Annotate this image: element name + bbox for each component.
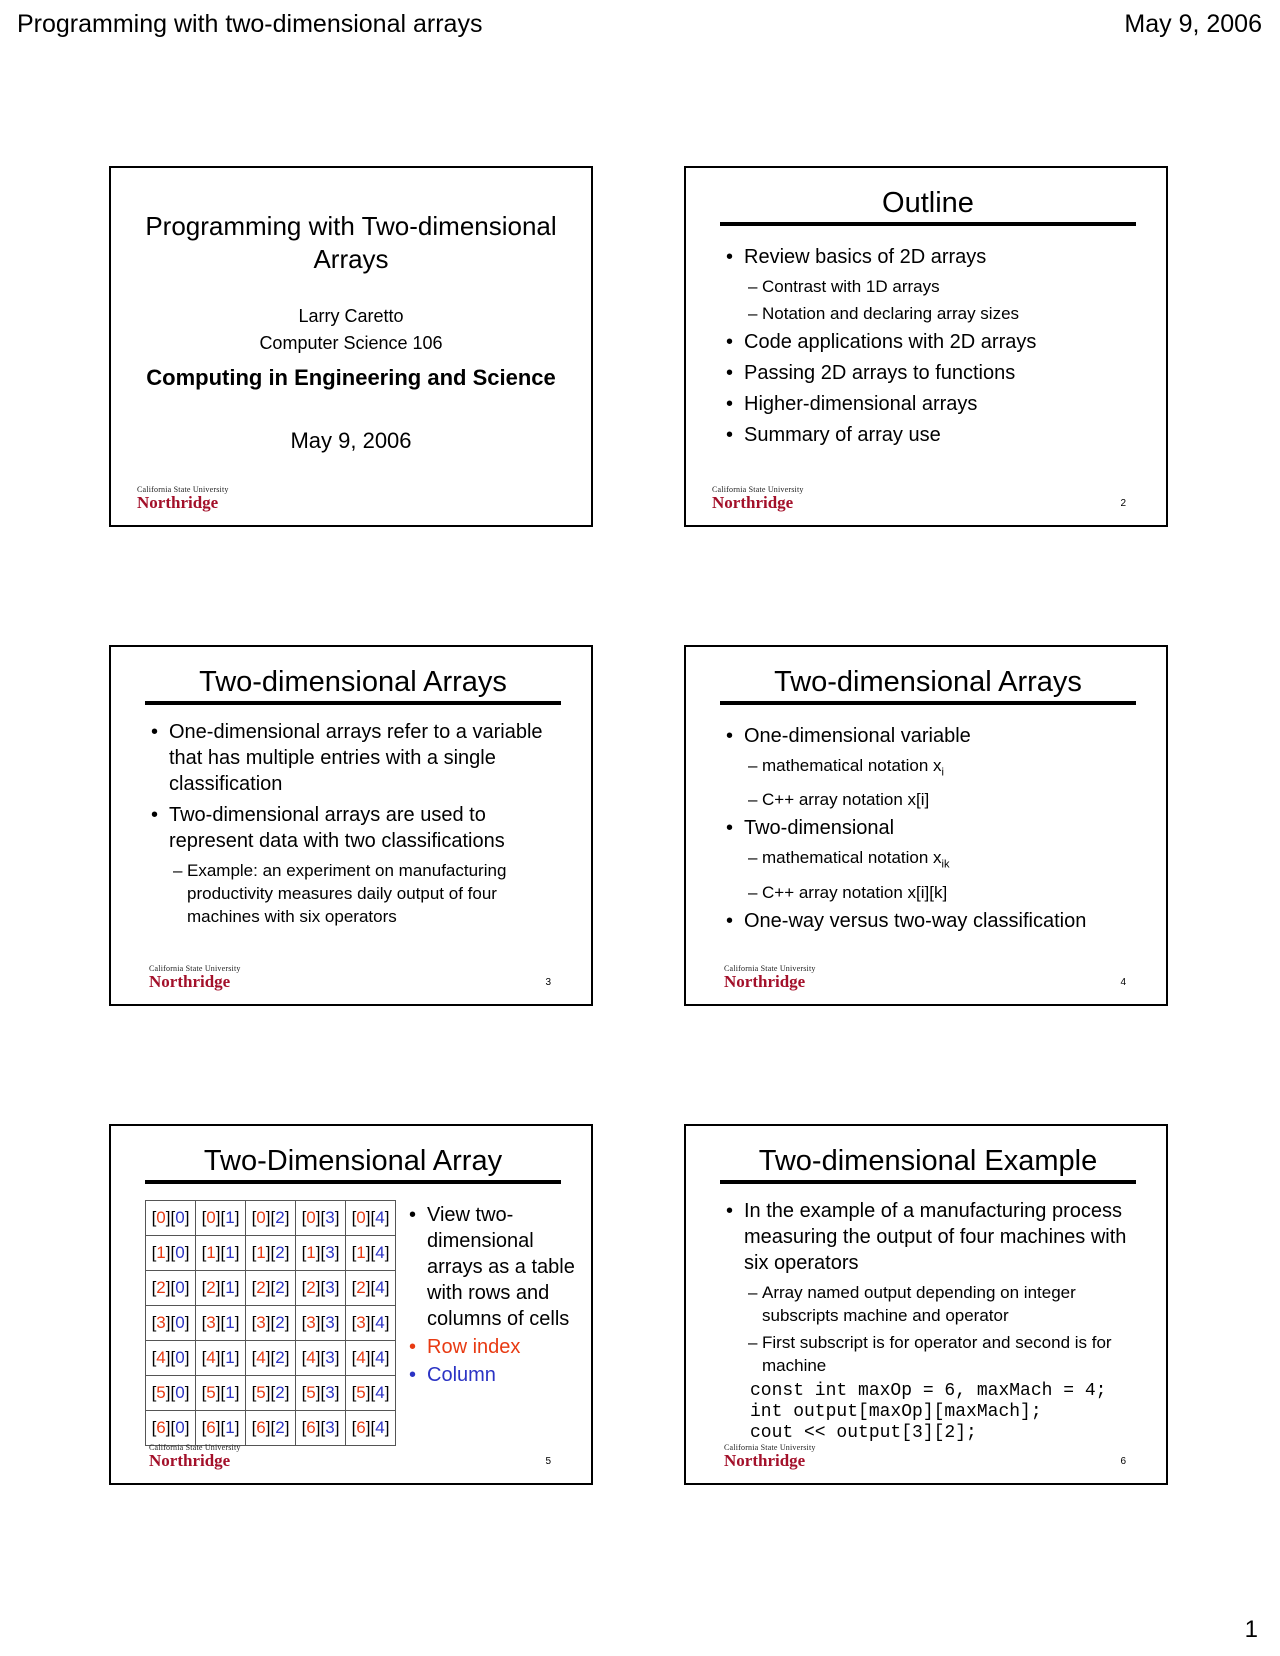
bracket: [ — [351, 1208, 357, 1227]
column-index: 0 — [175, 1348, 185, 1367]
slide-6 — [684, 1124, 1168, 1485]
slide-1 — [109, 166, 593, 527]
grid-cell — [146, 1411, 196, 1446]
bracket: ][ — [315, 1418, 326, 1437]
slide-3 — [109, 645, 593, 1006]
bullet: • View two-dimensional arrays as a table with rows and columns of cells — [407, 1202, 587, 1332]
bracket: [ — [151, 1348, 157, 1367]
row-index: 2 — [206, 1278, 216, 1297]
bracket: ] — [184, 1418, 190, 1437]
bullet: • Passing 2D arrays to functions — [724, 360, 1142, 386]
grid-cell — [146, 1236, 196, 1271]
row-index: 2 — [356, 1278, 366, 1297]
column-index: 1 — [225, 1383, 235, 1402]
grid-cell — [246, 1376, 296, 1411]
university-logo — [724, 965, 816, 990]
row-index: 5 — [206, 1383, 216, 1402]
bullet: • Two-dimensional arrays are used to represent data with two classifications — [149, 802, 567, 854]
bracket: [ — [251, 1313, 257, 1332]
slide-number: 6 — [1120, 1456, 1126, 1467]
bracket: [ — [301, 1383, 307, 1402]
bracket: ] — [384, 1348, 390, 1367]
bracket: [ — [301, 1348, 307, 1367]
logo-main-text: Northridge — [137, 493, 219, 512]
page-number: 1 — [1244, 1616, 1258, 1643]
bracket: [ — [201, 1208, 207, 1227]
grid-cell — [296, 1376, 346, 1411]
row-index: 4 — [306, 1348, 316, 1367]
bracket: ] — [384, 1278, 390, 1297]
bracket: [ — [351, 1348, 357, 1367]
bracket: [ — [301, 1418, 307, 1437]
row-index: 4 — [256, 1348, 266, 1367]
column-index: 2 — [275, 1348, 285, 1367]
university-logo — [149, 965, 241, 990]
bracket: [ — [301, 1313, 307, 1332]
bracket: ][ — [165, 1418, 176, 1437]
bracket: ][ — [265, 1243, 276, 1262]
university-logo — [149, 1444, 241, 1469]
logo-small-text: California State University — [712, 485, 804, 494]
column-index: 0 — [175, 1278, 185, 1297]
bracket: ] — [184, 1313, 190, 1332]
row-index: 6 — [306, 1418, 316, 1437]
bracket: ] — [284, 1278, 290, 1297]
grid-cell — [146, 1201, 196, 1236]
row-index: 4 — [356, 1348, 366, 1367]
bullet: • Higher-dimensional arrays — [724, 391, 1142, 417]
bullet: • One-way versus two-way classification — [724, 908, 1142, 934]
bracket: ] — [334, 1348, 340, 1367]
row-index: 1 — [356, 1243, 366, 1262]
row-index: 3 — [156, 1313, 166, 1332]
slide-5-title: Two-Dimensional Array — [145, 1144, 561, 1184]
bracket: ] — [334, 1313, 340, 1332]
bracket: ] — [284, 1383, 290, 1402]
bracket: ] — [234, 1313, 240, 1332]
bullet: • Summary of array use — [724, 422, 1142, 448]
row-index: 5 — [156, 1383, 166, 1402]
sub-bullet — [748, 754, 1142, 784]
column-index: 1 — [225, 1208, 235, 1227]
bullet: • Code applications with 2D arrays — [724, 329, 1142, 355]
column-index: 4 — [375, 1383, 385, 1402]
column-index: 3 — [325, 1243, 335, 1262]
bracket: ][ — [265, 1383, 276, 1402]
bracket: [ — [301, 1243, 307, 1262]
slide-1-heading: Programming with Two-dimensional Arrays — [145, 211, 557, 274]
bracket: ][ — [165, 1313, 176, 1332]
bracket: [ — [251, 1243, 257, 1262]
column-index: 3 — [325, 1208, 335, 1227]
grid-cell — [346, 1271, 396, 1306]
bracket: ][ — [215, 1383, 226, 1402]
row-index: 2 — [306, 1278, 316, 1297]
notation-subscript: i — [941, 766, 944, 779]
bracket: [ — [351, 1418, 357, 1437]
bullet: • One-dimensional variable — [724, 723, 1142, 749]
logo-main-text: Northridge — [724, 972, 806, 991]
column-index: 4 — [375, 1348, 385, 1367]
bracket: ] — [234, 1383, 240, 1402]
bracket: ][ — [215, 1348, 226, 1367]
slide-1-course: Computer Science 106 — [259, 333, 443, 353]
notation-subscript: ik — [941, 858, 950, 871]
bracket: ][ — [365, 1208, 376, 1227]
row-index: 6 — [356, 1418, 366, 1437]
bracket: ] — [334, 1208, 340, 1227]
row-index: 3 — [206, 1313, 216, 1332]
column-index: 3 — [325, 1278, 335, 1297]
logo-small-text: California State University — [724, 964, 816, 973]
column-index: 3 — [325, 1348, 335, 1367]
logo-main-text: Northridge — [149, 972, 231, 991]
bracket: ] — [184, 1278, 190, 1297]
bracket: ][ — [265, 1348, 276, 1367]
bracket: [ — [201, 1418, 207, 1437]
grid-cell — [346, 1306, 396, 1341]
column-index: 3 — [325, 1418, 335, 1437]
bracket: ][ — [165, 1278, 176, 1297]
bracket: ][ — [165, 1243, 176, 1262]
column-index: 1 — [225, 1348, 235, 1367]
bullet: • Two-dimensional — [724, 815, 1142, 841]
bracket: ] — [384, 1243, 390, 1262]
grid-cell — [296, 1201, 346, 1236]
bracket: [ — [201, 1243, 207, 1262]
bracket: [ — [351, 1278, 357, 1297]
bullet-column: • Column — [407, 1362, 587, 1388]
bracket: [ — [201, 1278, 207, 1297]
grid-cell — [296, 1341, 346, 1376]
bracket: ] — [284, 1208, 290, 1227]
bracket: ][ — [215, 1418, 226, 1437]
bracket: [ — [251, 1418, 257, 1437]
row-index: 5 — [256, 1383, 266, 1402]
bullet: • One-dimensional arrays refer to a variable that has multiple entries with a single classification — [149, 719, 567, 797]
bracket: ] — [384, 1208, 390, 1227]
sub-bullet: – C++ array notation x[i] — [748, 788, 1142, 811]
bracket: ][ — [365, 1418, 376, 1437]
bracket: ] — [184, 1243, 190, 1262]
bracket: ][ — [365, 1278, 376, 1297]
bracket: [ — [151, 1278, 157, 1297]
university-logo — [712, 486, 804, 511]
grid-row — [146, 1306, 396, 1341]
bracket: [ — [301, 1208, 307, 1227]
grid-row — [146, 1236, 396, 1271]
bracket: [ — [151, 1313, 157, 1332]
slide-5 — [109, 1124, 593, 1485]
grid-cell — [196, 1411, 246, 1446]
bracket: ] — [184, 1348, 190, 1367]
column-index: 4 — [375, 1418, 385, 1437]
bracket: ] — [284, 1418, 290, 1437]
row-index: 0 — [256, 1208, 266, 1227]
page-header-right: May 9, 2006 — [1124, 10, 1262, 38]
column-index: 1 — [225, 1418, 235, 1437]
row-index: 1 — [306, 1243, 316, 1262]
row-index: 3 — [356, 1313, 366, 1332]
sub-bullet: – Example: an experiment on manufacturing productivity measures daily output of four machines with six operators — [173, 859, 567, 928]
row-index: 2 — [256, 1278, 266, 1297]
slide-number: 5 — [545, 1456, 551, 1467]
column-index: 4 — [375, 1243, 385, 1262]
code-line: cout << output[3][2]; — [750, 1423, 977, 1443]
bracket: [ — [201, 1313, 207, 1332]
bracket: [ — [351, 1243, 357, 1262]
grid-cell — [346, 1411, 396, 1446]
logo-main-text: Northridge — [724, 1451, 806, 1470]
bracket: [ — [301, 1278, 307, 1297]
bracket: ][ — [315, 1243, 326, 1262]
grid-row — [146, 1201, 396, 1236]
row-index: 6 — [256, 1418, 266, 1437]
slide-6-title: Two-dimensional Example — [720, 1144, 1136, 1184]
bracket: ] — [234, 1208, 240, 1227]
bracket: ][ — [365, 1348, 376, 1367]
grid-cell — [246, 1306, 296, 1341]
column-index: 0 — [175, 1418, 185, 1437]
grid-cell — [146, 1271, 196, 1306]
bracket: ] — [384, 1383, 390, 1402]
grid-row — [146, 1341, 396, 1376]
logo-small-text: California State University — [149, 1443, 241, 1452]
bracket: ] — [334, 1418, 340, 1437]
bracket: ][ — [265, 1208, 276, 1227]
slide-4-title: Two-dimensional Arrays — [720, 665, 1136, 705]
grid-cell — [346, 1341, 396, 1376]
logo-small-text: California State University — [149, 964, 241, 973]
bracket: ][ — [265, 1418, 276, 1437]
notation-text: mathematical notation x — [762, 848, 942, 868]
row-index: 0 — [306, 1208, 316, 1227]
bracket: ] — [284, 1348, 290, 1367]
university-logo — [724, 1444, 816, 1469]
grid-cell — [246, 1341, 296, 1376]
bracket: ][ — [165, 1383, 176, 1402]
row-index: 1 — [206, 1243, 216, 1262]
bracket: ][ — [215, 1243, 226, 1262]
bracket: [ — [151, 1208, 157, 1227]
bracket: ][ — [365, 1243, 376, 1262]
bracket: [ — [251, 1278, 257, 1297]
logo-main-text: Northridge — [712, 493, 794, 512]
bracket: [ — [251, 1348, 257, 1367]
row-index: 0 — [206, 1208, 216, 1227]
row-index: 0 — [156, 1208, 166, 1227]
bullet-row-index: • Row index — [407, 1334, 587, 1360]
grid-row — [146, 1411, 396, 1446]
column-index: 0 — [175, 1208, 185, 1227]
grid-cell — [346, 1201, 396, 1236]
bracket: [ — [251, 1383, 257, 1402]
grid-cell — [196, 1376, 246, 1411]
column-index: 2 — [275, 1383, 285, 1402]
bracket: [ — [151, 1243, 157, 1262]
grid-cell — [146, 1341, 196, 1376]
slide-6-body — [724, 1198, 1142, 1444]
page-header-left: Programming with two-dimensional arrays — [17, 10, 483, 38]
sub-bullet: – Contrast with 1D arrays — [748, 275, 1142, 298]
bullet: • Review basics of 2D arrays — [724, 244, 1142, 270]
row-index: 4 — [156, 1348, 166, 1367]
grid-cell — [296, 1236, 346, 1271]
grid-row — [146, 1271, 396, 1306]
bracket: [ — [151, 1383, 157, 1402]
bracket: [ — [351, 1313, 357, 1332]
bracket: ][ — [315, 1348, 326, 1367]
slide-1-date: May 9, 2006 — [290, 428, 412, 453]
bracket: ][ — [215, 1278, 226, 1297]
column-index: 4 — [375, 1313, 385, 1332]
bracket: ][ — [215, 1208, 226, 1227]
grid-cell — [346, 1236, 396, 1271]
slide-1-author: Larry Caretto — [298, 306, 404, 326]
bracket: ][ — [165, 1348, 176, 1367]
bracket: ] — [234, 1243, 240, 1262]
slide-number: 3 — [545, 977, 551, 988]
university-logo — [137, 486, 229, 511]
row-index: 1 — [156, 1243, 166, 1262]
grid-cell — [246, 1411, 296, 1446]
column-index: 0 — [175, 1383, 185, 1402]
column-index: 0 — [175, 1243, 185, 1262]
row-index: 6 — [206, 1418, 216, 1437]
column-index: 1 — [225, 1313, 235, 1332]
column-index: 1 — [225, 1278, 235, 1297]
logo-small-text: California State University — [724, 1443, 816, 1452]
slide-2-title: Outline — [720, 186, 1136, 226]
grid-cell — [196, 1236, 246, 1271]
column-index: 2 — [275, 1243, 285, 1262]
row-index: 5 — [306, 1383, 316, 1402]
slide-3-title: Two-dimensional Arrays — [145, 665, 561, 705]
grid-cell — [196, 1341, 246, 1376]
sub-bullet: – C++ array notation x[i][k] — [748, 881, 1142, 904]
logo-main-text: Northridge — [149, 1451, 231, 1470]
bracket: ][ — [165, 1208, 176, 1227]
logo-small-text: California State University — [137, 485, 229, 494]
row-index: 0 — [356, 1208, 366, 1227]
grid-cell — [196, 1306, 246, 1341]
bracket: ][ — [215, 1313, 226, 1332]
slide-1-subtitle: Computing in Engineering and Science — [146, 365, 556, 390]
bracket: [ — [201, 1383, 207, 1402]
column-index: 0 — [175, 1313, 185, 1332]
bracket: ] — [184, 1383, 190, 1402]
slide-2 — [684, 166, 1168, 527]
column-index: 1 — [225, 1243, 235, 1262]
bracket: ][ — [265, 1278, 276, 1297]
bracket: ] — [384, 1313, 390, 1332]
column-index: 2 — [275, 1418, 285, 1437]
bracket: ] — [284, 1313, 290, 1332]
bracket: ] — [284, 1243, 290, 1262]
column-index: 2 — [275, 1208, 285, 1227]
column-index: 3 — [325, 1383, 335, 1402]
grid-cell — [196, 1201, 246, 1236]
bracket: ] — [234, 1348, 240, 1367]
code-line: const int maxOp = 6, maxMach = 4; — [750, 1381, 1107, 1401]
sub-bullet: – Notation and declaring array sizes — [748, 302, 1142, 325]
bullet: • In the example of a manufacturing process measuring the output of four machines with six operators — [724, 1198, 1142, 1276]
row-index: 4 — [206, 1348, 216, 1367]
row-index: 1 — [256, 1243, 266, 1262]
bracket: [ — [151, 1418, 157, 1437]
bracket: ][ — [315, 1278, 326, 1297]
grid-cell — [196, 1271, 246, 1306]
row-index: 5 — [356, 1383, 366, 1402]
grid-cell — [246, 1201, 296, 1236]
bracket: ] — [184, 1208, 190, 1227]
column-index: 3 — [325, 1313, 335, 1332]
row-index: 6 — [156, 1418, 166, 1437]
bracket: ][ — [315, 1383, 326, 1402]
slide-number: 4 — [1120, 977, 1126, 988]
column-index: 2 — [275, 1278, 285, 1297]
sub-bullet: – Array named output depending on integer subscripts machine and operator — [748, 1281, 1142, 1327]
grid-cell — [296, 1271, 346, 1306]
column-index: 4 — [375, 1278, 385, 1297]
bracket: ][ — [315, 1208, 326, 1227]
slide-4-body — [724, 723, 1142, 939]
grid-cell — [296, 1411, 346, 1446]
bracket: [ — [351, 1383, 357, 1402]
grid-cell — [346, 1376, 396, 1411]
grid-cell — [246, 1271, 296, 1306]
bracket: [ — [251, 1208, 257, 1227]
grid-cell — [246, 1236, 296, 1271]
bracket: ][ — [315, 1313, 326, 1332]
bracket: ] — [234, 1278, 240, 1297]
slide-2-body — [724, 244, 1142, 453]
sub-bullet — [748, 846, 1142, 876]
bracket: ] — [334, 1243, 340, 1262]
column-index: 4 — [375, 1208, 385, 1227]
bracket: ][ — [265, 1313, 276, 1332]
bracket: ] — [334, 1278, 340, 1297]
slide-3-body — [149, 719, 567, 932]
column-index: 2 — [275, 1313, 285, 1332]
bracket: ][ — [365, 1383, 376, 1402]
slide-5-body — [407, 1202, 587, 1390]
sub-bullet: – First subscript is for operator and second is for machine — [748, 1331, 1142, 1377]
code-line: int output[maxOp][maxMach]; — [750, 1402, 1042, 1422]
notation-text: mathematical notation x — [762, 756, 942, 775]
slide-number: 2 — [1120, 498, 1126, 509]
row-index: 2 — [156, 1278, 166, 1297]
grid-cell — [146, 1376, 196, 1411]
grid-cell — [296, 1306, 346, 1341]
array-grid — [145, 1200, 396, 1446]
bracket: ] — [234, 1418, 240, 1437]
grid-row — [146, 1376, 396, 1411]
bracket: [ — [201, 1348, 207, 1367]
row-index: 3 — [306, 1313, 316, 1332]
grid-cell — [146, 1306, 196, 1341]
bracket: ] — [384, 1418, 390, 1437]
bracket: ] — [334, 1383, 340, 1402]
bracket: ][ — [365, 1313, 376, 1332]
row-index: 3 — [256, 1313, 266, 1332]
slide-4 — [684, 645, 1168, 1006]
